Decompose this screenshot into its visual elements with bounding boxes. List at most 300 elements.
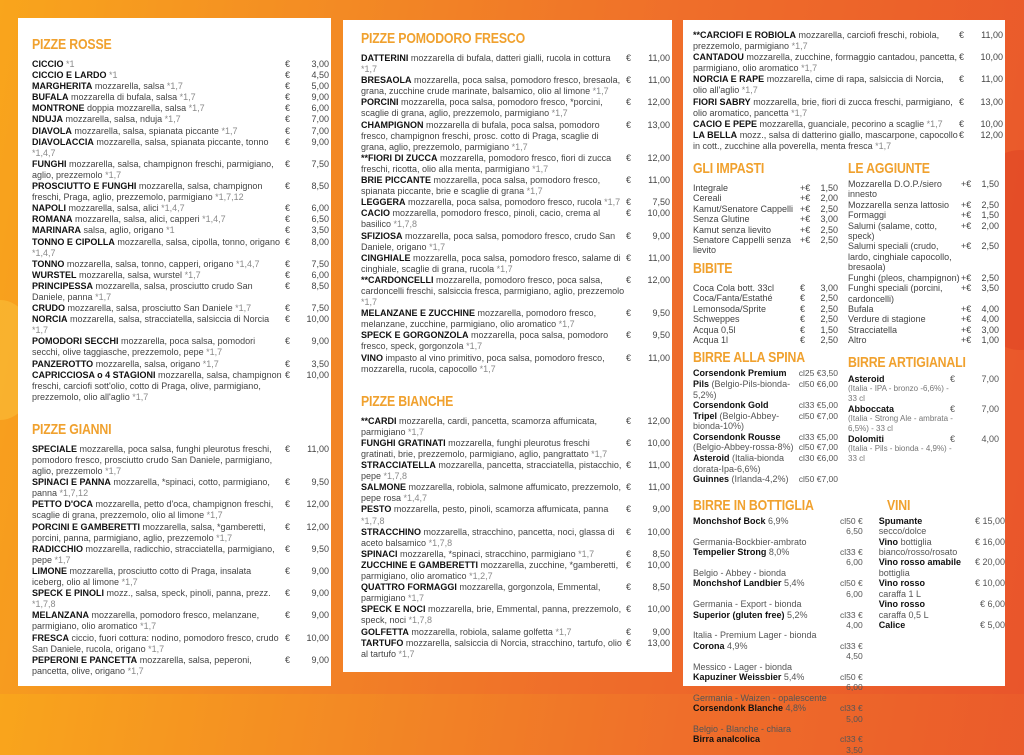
- item-allergens: *1,7: [511, 141, 528, 152]
- currency: €: [626, 308, 632, 319]
- item-price: 9,50: [311, 477, 329, 488]
- item-name: MONTRONE: [32, 103, 85, 114]
- item-price: 2,50: [981, 199, 999, 210]
- item-description: mozzarella, salsa, wurstel: [79, 269, 183, 280]
- menu-item: [693, 314, 844, 324]
- item-name: Spumante: [878, 515, 923, 526]
- item-allergens: *1,7,8: [428, 537, 453, 548]
- menu-item: [361, 208, 672, 230]
- item-price: 11,00: [648, 252, 670, 263]
- item-allergens: *1,7: [361, 64, 378, 75]
- item-allergens: *1,7: [532, 163, 549, 174]
- currency: €: [285, 443, 291, 454]
- item-price: cl30 €6,00: [798, 453, 839, 464]
- item-name: FRESCA: [32, 632, 70, 643]
- menu-item: [693, 183, 844, 193]
- menu-item: [693, 283, 844, 293]
- item-description: mozzarella, zucchine, *gamberetti, parmigiano, olio aromatico: [361, 559, 619, 582]
- item-allergens: *1,7: [496, 263, 513, 274]
- item-name: Mozzarella senza lattosio: [848, 199, 950, 210]
- beer-item: [693, 734, 863, 755]
- item-name: Funghi (pleos, champignon): [848, 272, 960, 283]
- item-description: mozzarella, pomodoro fresco, pinoli, cacio, crema al basilico: [361, 208, 601, 230]
- item-description: mozzarella, poca salsa, pomodoro fresco, bresaola, grana, zucchine crude marinate, balsamico, olio al limone: [361, 75, 621, 97]
- menu-item: [361, 231, 672, 253]
- menu-item: [693, 325, 844, 335]
- item-price: 7,00: [311, 125, 329, 136]
- item-allergens: *1,7: [875, 140, 892, 151]
- menu-item: [361, 53, 672, 75]
- item-name: Cereali: [693, 193, 722, 204]
- item-description: mozzarella, cime di rapa, salsiccia di Norcia, olio all'aglio: [693, 74, 944, 96]
- item-abv: 8,0%: [768, 547, 790, 558]
- wine-item: [879, 578, 1005, 599]
- item-description: mozzarella, salsa, champignon freschi, parmigiano, aglio, prezzemolo: [32, 158, 274, 180]
- currency: €: [959, 118, 965, 129]
- item-price: 13,00: [980, 96, 1003, 107]
- beer-item: [693, 368, 844, 400]
- item-name: NORCIA E RAPE: [693, 74, 765, 85]
- item-price: 3,50: [981, 283, 999, 294]
- menu-item: [693, 225, 844, 235]
- currency: +€: [800, 183, 811, 194]
- item-description: mozzarella, salsa, *gamberetti, porcini, panna, parmigiano, aglio, prezzemolo: [32, 521, 266, 543]
- item-name: FUNGHI GRATINATI: [361, 437, 446, 448]
- item-name: Formaggi: [848, 210, 887, 221]
- currency: €: [626, 460, 632, 471]
- item-price: 1,50: [820, 324, 839, 335]
- menu-item: [848, 335, 1005, 345]
- item-price: 11,00: [981, 30, 1003, 40]
- item-price: 7,50: [311, 303, 329, 314]
- menu-item: [693, 130, 1005, 152]
- menu-item: [32, 655, 331, 677]
- section-title: PIZZE ROSSE: [32, 36, 112, 53]
- item-name: PEPERONI E PANCETTA: [32, 654, 138, 665]
- currency: €: [285, 632, 291, 643]
- item-allergens: *1,2,7: [469, 571, 493, 582]
- menu-item: [361, 416, 672, 438]
- item-name: FIORI SABRY: [693, 96, 751, 107]
- menu-item: [32, 522, 331, 544]
- menu-item: [32, 81, 331, 92]
- menu-item: [32, 92, 331, 103]
- item-price: 6,00: [311, 203, 329, 214]
- item-price: 12,00: [647, 274, 670, 285]
- item-description: mozzarella, stracchino, pancetta, noci, glassa di aceto balsamico: [361, 526, 615, 548]
- item-name: DIAVOLACCIA: [32, 136, 94, 147]
- item-price: 10,00: [647, 604, 670, 615]
- item-name: Kamut senza lievito: [693, 224, 772, 235]
- menu-item: [361, 549, 672, 560]
- item-description: mozzarella, poca salsa, pomodoro fresco, *porcini, scaglie di grana, aglio, prezzemolo, parmigiano: [361, 97, 603, 119]
- item-description: mozzarella, salsa, stracciatella, salsiccia di Norcia: [70, 314, 270, 325]
- item-allergens: *1,7: [592, 86, 609, 97]
- menu-item: [32, 359, 331, 370]
- item-name: MELANZANE E ZUCCHINE: [361, 308, 475, 319]
- menu-item: [361, 75, 672, 97]
- menu-item: [361, 353, 672, 375]
- item-allergens: *1,4,7: [235, 258, 260, 269]
- item-description: mozzarella, poca salsa, pomodoro fresco, rucola: [408, 197, 602, 208]
- item-name: TARTUFO: [361, 637, 404, 648]
- menu-item: [32, 259, 331, 270]
- menu-item: [361, 604, 672, 626]
- currency: +€: [961, 283, 972, 294]
- item-price: 2,00: [820, 193, 839, 204]
- item-name: NDUJA: [32, 114, 64, 125]
- menu-item: [361, 560, 672, 582]
- item-name: Lemonsoda/Sprite: [693, 303, 767, 314]
- currency: +€: [961, 272, 972, 283]
- currency: +€: [961, 335, 972, 346]
- item-description: mozzarella, carciofi freschi, robiola, prezzemolo, parmigiano: [693, 30, 940, 52]
- menu-item: [361, 582, 672, 604]
- currency: €: [626, 548, 632, 559]
- currency: €: [285, 103, 291, 114]
- currency: €: [626, 53, 632, 63]
- item-allergens: *1,4,7: [32, 247, 56, 258]
- item-name: Coca Cola bott. 33cl: [693, 282, 775, 293]
- currency: €: [285, 499, 291, 510]
- item-allergens: *1,7: [555, 626, 572, 637]
- currency: €: [626, 274, 632, 285]
- section-title: LE AGGIUNTE: [848, 160, 930, 178]
- item-description: mozzarella, poca salsa, pomodoro fresco, crudo San Daniele, origano: [361, 230, 616, 252]
- item-price: 6,00: [311, 103, 329, 114]
- currency: €: [959, 74, 965, 85]
- currency: €: [959, 96, 965, 107]
- item-name: SALMONE: [361, 482, 406, 493]
- item-name: Schweppes: [693, 314, 740, 325]
- item-description: mozzarella, gorgonzola, Emmental, parmigiano: [361, 582, 601, 604]
- menu-item: [361, 253, 672, 275]
- item-price: 11,00: [648, 482, 670, 493]
- item-price: 9,00: [311, 654, 329, 665]
- item-price: 3,00: [820, 214, 839, 225]
- item-name: Kapuziner Weissbier: [693, 671, 782, 682]
- item-name: CACIO E PEPE: [693, 118, 758, 129]
- item-name: ROMANA: [32, 214, 73, 225]
- item-price: 13,00: [647, 119, 670, 130]
- item-price: 3,00: [981, 324, 999, 335]
- currency: €: [626, 504, 632, 515]
- item-name: Guinnes: [693, 474, 730, 485]
- item-abv: 6,9%: [768, 515, 789, 526]
- section-title: BIBITE: [693, 259, 733, 277]
- currency: €: [800, 334, 806, 345]
- menu-item: [32, 214, 331, 225]
- item-name: NAPOLI: [32, 203, 67, 214]
- item-price: 11,00: [307, 443, 329, 454]
- wine-item: [879, 516, 1005, 537]
- item-allergens: *1,7,8: [32, 599, 56, 610]
- item-allergens: *1,7,12: [215, 192, 244, 203]
- item-price: 11,00: [648, 352, 670, 363]
- menu-item: [32, 126, 331, 137]
- item-price: 6,00: [311, 269, 329, 280]
- item-name: BRESAOLA: [361, 75, 412, 86]
- item-price: 9,00: [652, 626, 670, 637]
- currency: €: [285, 336, 291, 347]
- item-price: € 16,00: [974, 536, 1005, 547]
- item-allergens: *1,7,12: [59, 488, 89, 499]
- item-allergens: *1,7: [95, 291, 112, 302]
- item-description: mozzarella, salsa, cipolla, tonno, origano: [117, 236, 280, 247]
- item-name: DIAVOLA: [32, 125, 72, 136]
- currency: €: [285, 114, 291, 125]
- menu-item: [693, 204, 844, 214]
- menu-item: [32, 181, 331, 203]
- item-price: 4,00: [981, 433, 999, 444]
- item-name: CICCIO E LARDO: [32, 70, 107, 81]
- currency: +€: [961, 210, 972, 221]
- item-description: mozzarella, salsa, tonno, capperi, origano: [66, 258, 234, 269]
- item-abv: 4,8%: [785, 703, 807, 714]
- item-allergens: *1,7: [206, 510, 223, 521]
- item-name: PETTO D'OCA: [32, 499, 93, 510]
- item-description: bottiglia: [878, 567, 910, 578]
- item-name: Coca/Fanta/Estathé: [693, 293, 773, 304]
- item-description: mozzarella, poca salsa, pomodoro fresco, speck, gorgonzola: [361, 330, 609, 352]
- section-title: VINI: [886, 496, 910, 514]
- item-name: Dolomiti: [848, 433, 885, 444]
- item-allergens: *1,7,8: [383, 471, 408, 482]
- item-name: Vino rosso: [878, 599, 926, 610]
- item-name: MARINARA: [32, 225, 81, 236]
- item-name: VINO: [361, 352, 384, 363]
- item-price: 10,00: [647, 208, 670, 219]
- item-name: Integrale: [693, 183, 729, 194]
- menu-item: [848, 304, 1005, 314]
- currency: €: [285, 92, 291, 103]
- item-name: SPECK E GORGONZOLA: [361, 330, 469, 341]
- item-abv: 4,9%: [727, 640, 748, 651]
- menu-item: [361, 120, 672, 153]
- item-description: mozzarella, radicchio, stracciatella, parmigiano, pepe: [32, 543, 275, 565]
- item-price: cl33 € 4,00: [840, 609, 863, 630]
- beer-item: [693, 672, 863, 703]
- item-name: PROSCIUTTO E FUNGHI: [32, 181, 137, 192]
- menu-item: [361, 482, 672, 504]
- beer-item: [693, 432, 844, 453]
- item-allergens: *1,4,7: [403, 493, 428, 504]
- item-name: SPECK E PINOLI: [32, 588, 105, 599]
- item-price: 8,50: [652, 548, 670, 559]
- item-price: 8,50: [311, 280, 329, 291]
- item-name: LIMONE: [32, 565, 67, 576]
- item-name: Acqua 1l: [693, 334, 729, 345]
- menu-item: [693, 52, 1005, 74]
- item-name: Calice: [878, 619, 906, 630]
- item-price: 10,00: [306, 632, 329, 643]
- menu-item: [848, 325, 1005, 335]
- menu-item: [361, 175, 672, 197]
- menu-item: [693, 293, 844, 303]
- item-price: cl33 € 4,50: [840, 640, 863, 662]
- currency: €: [626, 97, 632, 108]
- item-name: CANTADOU: [693, 52, 744, 63]
- menu-panel-middle: [343, 20, 672, 672]
- item-name: Stracciatella: [848, 324, 898, 335]
- item-price: 10,00: [647, 437, 670, 448]
- currency: €: [626, 197, 632, 208]
- item-description: mozzarella, salsa, nduja: [65, 114, 163, 125]
- beer-item: [693, 610, 863, 641]
- item-price: cl50 €7,00: [798, 474, 839, 485]
- item-description: mozzarella, pomodoro fresco, melanzane, zucchine, parmigiano, olio aromatico: [361, 308, 597, 330]
- item-name: WURSTEL: [32, 269, 77, 280]
- item-price: 12,00: [980, 129, 1003, 140]
- currency: €: [626, 119, 632, 130]
- item-allergens: *1,7: [604, 197, 621, 208]
- menu-item: [848, 210, 1005, 220]
- item-price: 9,50: [652, 330, 670, 341]
- item-name: Funghi speciali (porcini, cardoncelli): [848, 283, 943, 304]
- section-title: PIZZE GIANNI: [32, 420, 112, 438]
- currency: +€: [961, 179, 972, 190]
- menu-item: [693, 74, 1005, 96]
- currency: €: [285, 258, 291, 269]
- wine-item: [879, 620, 1005, 630]
- currency: €: [285, 369, 291, 380]
- item-price: 4,00: [981, 303, 999, 314]
- menu-item: [361, 460, 672, 482]
- item-allergens: *1,7: [105, 169, 122, 180]
- menu-item: [32, 237, 331, 259]
- menu-item: [32, 281, 331, 303]
- item-price: 10,00: [306, 369, 329, 380]
- item-allergens: *1,7: [202, 358, 219, 369]
- item-description: doppia mozzarella, salsa: [87, 103, 187, 114]
- item-price: € 20,00: [974, 557, 1005, 568]
- beer-item: [693, 453, 844, 474]
- item-price: 3,00: [820, 282, 839, 293]
- currency: €: [626, 208, 632, 219]
- currency: €: [285, 543, 291, 554]
- currency: €: [285, 314, 291, 325]
- item-description: mozzarella, pancetta, stracciatella, pistacchio, pepe: [361, 460, 622, 482]
- item-allergens: *1,7: [429, 241, 446, 252]
- currency: €: [626, 526, 632, 537]
- item-price: 9,00: [311, 92, 329, 103]
- currency: €: [285, 225, 291, 236]
- item-description: Belgio - Blanche - chiara: [693, 723, 792, 734]
- item-allergens: *1: [66, 59, 75, 69]
- menu-item: [361, 504, 672, 526]
- currency: €: [626, 175, 632, 186]
- item-allergens: *1,7: [127, 665, 144, 676]
- item-price: 3,00: [311, 59, 329, 69]
- menu-panel-left: [18, 18, 331, 686]
- item-price: 2,50: [820, 224, 839, 235]
- item-description: mozzarella, salsa, spianata piccante, tonno: [96, 136, 269, 147]
- item-description: ciccio, fuori cottura: nodino, pomodoro fresco, crudo San Daniele, rucola, origano: [32, 632, 279, 654]
- currency: €: [285, 236, 291, 247]
- currency: €: [626, 75, 632, 86]
- item-allergens: *1,7: [408, 426, 425, 437]
- item-name: Vino rosso: [878, 578, 926, 589]
- item-description: mozzarella, zucchine, formaggio cantadou, pancetta, parmigiano, olio aromatico: [693, 52, 957, 74]
- item-allergens: *1,7: [54, 554, 71, 565]
- item-name: Superior (gluten free): [693, 609, 785, 620]
- item-description: mozzarella, poca salsa, pomodori secchi, olive taggiasche, prezzemolo, pepe: [32, 336, 256, 358]
- currency: €: [285, 588, 291, 599]
- item-name: Kamut/Senatore Cappelli: [693, 203, 794, 214]
- item-price: cl50 €7,00: [798, 442, 839, 453]
- item-description: mozzarella, pesto, pinoli, scamorza affumicata, panna: [393, 504, 609, 515]
- menu-item: [848, 200, 1005, 210]
- item-allergens: *1,7: [140, 621, 157, 632]
- currency: +€: [800, 193, 811, 204]
- item-price: 2,50: [820, 203, 839, 214]
- item-name: BUFALA: [32, 92, 69, 103]
- item-description: Germania - Export - bionda: [693, 599, 802, 610]
- item-price: € 15,00: [974, 515, 1005, 526]
- item-allergens: *1,7: [148, 643, 165, 654]
- item-allergens: *1,7: [591, 449, 608, 459]
- menu-item: [32, 477, 331, 499]
- item-price: 11,00: [981, 74, 1003, 85]
- item-price: 9,00: [311, 588, 329, 599]
- item-name: STRACCHINO: [361, 526, 421, 537]
- item-description: mozzarella, poca salsa, pomodoro fresco, salame di cinghiale, scaglie di grana, rucola: [361, 252, 621, 274]
- item-allergens: *1,7: [741, 85, 758, 96]
- item-description: mozzarella, salsa, alici: [68, 203, 159, 214]
- menu-item: [693, 335, 844, 345]
- menu-item: [32, 114, 331, 125]
- item-price: 2,50: [820, 303, 839, 314]
- currency: €: [959, 129, 965, 140]
- item-allergens: *1,7: [32, 325, 49, 336]
- item-description: salsa, aglio, origano: [83, 225, 164, 236]
- item-price: 9,50: [652, 308, 670, 319]
- item-price: 7,50: [652, 197, 670, 208]
- currency: €: [285, 654, 291, 665]
- item-description: (Italia - Strong Ale - ambrata - 6,5%) - 33 cl: [848, 413, 953, 433]
- item-price: 8,50: [652, 582, 670, 593]
- item-allergens: *1,7: [558, 319, 575, 330]
- menu-item: [848, 273, 1005, 283]
- item-name: MELANZANA: [32, 610, 89, 621]
- item-name: Salumi (salame, cotto, speck): [848, 220, 938, 242]
- item-allergens: *1,4,7: [202, 214, 226, 225]
- item-name: SPECK E NOCI: [361, 604, 426, 615]
- item-name: PRINCIPESSA: [32, 280, 94, 291]
- item-description: mozzarella di bufala, poca salsa, pomodoro fresco, champignon freschi, prosc. cotto di Praga, scaglie di grana, aglio, prezzemolo, parmigiano: [361, 119, 600, 152]
- beer-item: [848, 434, 1005, 464]
- item-allergens: *1,7: [121, 577, 138, 588]
- menu-item: [693, 214, 844, 224]
- item-description: mozzarella, petto d'oca, champignon freschi, scaglie di grana, prezzemolo, olio al limone: [32, 499, 274, 521]
- item-description: mozzarella, salsa, peperoni, pancetta, olive, origano: [32, 654, 252, 676]
- currency: €: [626, 415, 632, 426]
- currency: €: [800, 293, 806, 304]
- item-price: 9,00: [311, 610, 329, 621]
- item-price: 9,00: [652, 230, 670, 241]
- item-price: 1,50: [981, 179, 999, 190]
- item-allergens: *1,7: [221, 125, 238, 136]
- item-allergens: *1,7: [132, 391, 149, 402]
- item-price: 12,00: [306, 521, 329, 532]
- menu-item: [32, 633, 331, 655]
- currency: €: [626, 559, 632, 570]
- item-name: SPINACI E PANNA: [32, 477, 111, 488]
- menu-item: [693, 235, 844, 256]
- item-allergens: *1,7: [188, 103, 205, 114]
- item-name: Bufala: [848, 303, 874, 314]
- item-price: 11,00: [648, 75, 670, 86]
